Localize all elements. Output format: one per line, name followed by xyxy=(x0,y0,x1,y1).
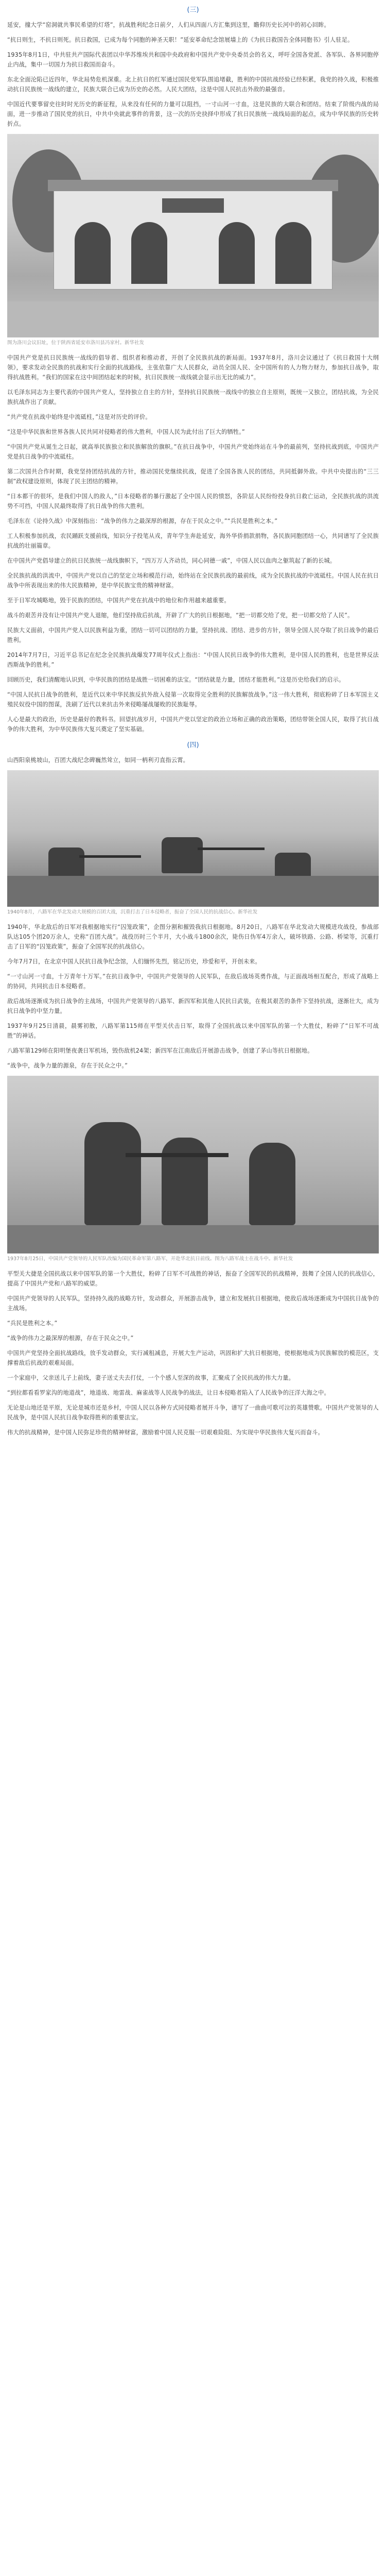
paragraph: 中国近代要事留史往时时光历史的新征程，从来没有任何的力量可以阻挡，一寸山河一寸血，这是民族的大联合和团结。结束了阶级内战的局面，进一步推动了国民党的抗日，中共中央就此事件的背景，这一次的历史抉择中形成了抗日民族统一战线局面的起点，成为中华民族的历史转折点。 xyxy=(7,101,379,127)
soldier-shape xyxy=(249,1143,295,1225)
battle-photo xyxy=(7,770,379,907)
arch-shape xyxy=(275,222,311,284)
paragraph: 伟大的抗战精神，是中国人民弥足珍贵的精神财富，激励着中国人民克服一切艰难险阻、为实现中华民族伟大复兴而奋斗。 xyxy=(7,1429,324,1436)
paragraph: 东北全面沦陷已近四年，华北局势危机深重。北上抗日的红军通过国民党军队围追堵截，胜利的中国抗战经验已经积累，我党的持久战，积极推动抗日民族统一战线的建立，民族大联合已成为历史的必然。人民大团结，这是中国人民抗击外敌的最强音。 xyxy=(7,76,379,93)
soldier-shape xyxy=(162,1138,208,1225)
photo-caption: 图为洛川会议旧址，位于陕西省延安市洛川县冯家村。新华社发 xyxy=(7,340,145,346)
paragraph: 一个家庭中，父亲送儿子上前线，妻子送丈夫去打仗，一个个感人至深的故事，汇聚成了全民抗战的伟大力量。 xyxy=(7,1375,294,1381)
soldier-shape xyxy=(162,837,203,873)
roof-shape xyxy=(48,180,338,191)
paragraph: 敌后战场逐渐成为抗日战争的主战场，中国共产党领导的八路军、新四军和其他人民抗日武装，在极其艰苦的条件下坚持抗战，逐渐壮大，成为抗日战争的中坚力量。 xyxy=(7,998,379,1014)
paragraph: 至于日军攻城略地，毁于民族的团结，中国共产党在抗战中的地位和作用越来越重要。 xyxy=(7,597,230,604)
soldiers-photo xyxy=(7,1076,379,1253)
paragraph: “战争的伟力之最深厚的根源，存在于民众之中。” xyxy=(7,1335,134,1342)
rifle-shape xyxy=(79,855,141,858)
soldier-shape xyxy=(84,1122,141,1225)
soldier-shape xyxy=(48,848,84,878)
arch-shape xyxy=(131,222,167,284)
paragraph: 战斗的艰苦并没有让中国共产党人退缩，他们坚持敌后抗战，开辟了广大的抗日根据地，“把一切都交给了党，把一切都交给了人民”。 xyxy=(7,612,354,619)
paragraph: 毛泽东在《论持久战》中深刻指出：“战争的伟力之最深厚的根源，存在于民众之中。”“兵民是胜利之本。” xyxy=(7,518,278,524)
paragraph: 山西阳泉桃坡山，百团大战纪念碑巍然耸立，如同一柄利刃直指云霄。 xyxy=(7,757,189,764)
section-title: (三) xyxy=(187,6,199,14)
paragraph: 人心是最大的政治，历史是最好的教科书。回望抗战岁月，中国共产党以坚定的政治立场和正确的政治策略，团结带领全国人民，取得了抗日战争的伟大胜利，为中华民族伟大复兴奠定了坚实基础。 xyxy=(7,716,379,733)
ground-shape xyxy=(7,301,379,337)
paragraph: 中国共产党坚持全面抗战路线，放手发动群众，实行减租减息，开展大生产运动，巩固和扩大抗日根据地，使根据地成为民族解放的模范区，支撑着敌后抗战的艰难局面。 xyxy=(7,1350,379,1366)
paragraph: “兵民是胜利之本。” xyxy=(7,1320,58,1327)
paragraph: “一寸山河一寸血，十万青年十万军。”在抗日战争中，中国共产党领导的人民军队，在敌后战场英勇作战，与正面战场相互配合，形成了战略上的协同，共同抗击日本侵略者。 xyxy=(7,973,379,990)
paragraph: 全民族抗战的洪流中，中国共产党以自己的坚定立场和模范行动，始终站在全民族抗战的最前线，成为全民族抗战的中流砥柱。中国人民在抗日战争中所表现出来的伟大民族精神，是中华民族宝贵的精神财富。 xyxy=(7,572,379,589)
paragraph: “中国人民抗日战争的胜利，是近代以来中华民族反抗外敌入侵第一次取得完全胜利的民族解放战争。”这一伟大胜利，彻底粉碎了日本军国主义殖民奴役中国的图谋，洗刷了近代以来抗击外来侵略屡战屡败的民族耻辱。 xyxy=(7,691,379,708)
paragraph: 今年7月7日，在北京中国人民抗日战争纪念馆，人们缅怀先烈，铭记历史，珍爱和平，开创未来。 xyxy=(7,958,261,965)
ground-shape xyxy=(7,876,379,907)
memorial-building-photo xyxy=(7,134,379,337)
paragraph: 八路军第129师在阳明堡夜袭日军机场，毁伤敌机24架；新四军在江南敌后开展游击战争，创建了茅山等抗日根据地。 xyxy=(7,1047,313,1054)
paragraph: “中国共产党从诞生之日起，就高举民族独立和民族解放的旗帜。”在抗日战争中，中国共产党始终站在斗争的最前列，坚持抗战到底，中国共产党是抗日战争的中流砥柱。 xyxy=(7,444,379,460)
rifle-shape xyxy=(198,848,265,850)
photo-caption: 1940年8月，八路军在华北发动大规模的百团大战，沉重打击了日本侵略者，振奋了全国人民的抗战信心。新华社发 xyxy=(7,909,258,915)
paragraph: 以毛泽东同志为主要代表的中国共产党人，坚持独立自主的方针，坚持抗日民族统一战线中的独立自主原则，既统一又独立，团结抗战，为全民族抗战作出了贡献。 xyxy=(7,389,379,405)
paragraph: “抗日则生，不抗日则死。抗日救国，已成为每个同胞的神圣天职！”延安革命纪念馆展墙上的《为抗日救国告全体同胞书》引人驻足。 xyxy=(7,37,354,43)
paragraph: 回顾历史，我们清醒地认识到，中华民族的团结是战胜一切困难的法宝。“团结就是力量，团结才能胜利。”这是历史给我们的启示。 xyxy=(7,676,345,683)
arch-shape xyxy=(219,222,255,284)
photo-caption: 1937年8月25日，中国共产党领导的人民军队改编为国民革命军第八路军，开赴华北抗日前线。图为八路军战士在战斗中。新华社发 xyxy=(7,1256,293,1262)
section-title: (四) xyxy=(187,741,199,749)
paragraph: 延安，撞大学“窑洞就共事民希望的灯塔”，抗战胜利纪念日前夕，人们从四面八方汇集到这里，瞻仰历史长河中的初心回眸。 xyxy=(7,22,330,28)
paragraph: 第二次国共合作时期，我党坚持团结抗战的方针，推动国民党继续抗战，促进了全国各族人民的团结，共同抵御外敌。中共中央提出的“三三制”政权建设原则，体现了民主团结的精神。 xyxy=(7,468,379,485)
paragraph: 1940年，华北敌后的日军对我根据地实行“囚笼政策”，企图分割和摧毁我抗日根据地。8月20日，八路军在华北发动大规模进攻战役，参战部队达105个团20万余人，史称“百团大战”。战役历时三个半月，大小战斗1800余次，毙伤日伪军4万余人，破坏铁路、公路、桥梁等，沉重打击了日军的“囚笼政策”，振奋了全国军民的抗战信心。 xyxy=(7,924,379,950)
machine-gun-shape xyxy=(126,1153,229,1157)
paragraph: “共产党在抗战中始终是中流砥柱，”这是对历史的评价。 xyxy=(7,414,151,420)
building-shape xyxy=(54,191,332,290)
paragraph: 工人积极参加抗战，农民踊跃支援前线，知识分子投笔从戎，青年学生奔赴延安，海外华侨捐款捐物，各民族同胞团结一心，共同谱写了全民族抗战的壮丽篇章。 xyxy=(7,533,379,549)
paragraph: 无论是山地还是平原，无论是城市还是乡村，中国人民以各种方式同侵略者展开斗争，谱写了一曲曲可歌可泣的英雄赞歌。中国共产党领导的人民战争，是中国人民抗日战争取得胜利的重要法宝。 xyxy=(7,1404,379,1421)
paragraph: 民族大义面前，中国共产党人以民族利益为重，团结一切可以团结的力量，坚持抗战、团结、进步的方针，领导全国人民夺取了抗日战争的最后胜利。 xyxy=(7,627,379,643)
paragraph: 1937年9月25日清晨，晨雾初散，八路军第115师在平型关伏击日军，取得了全国抗战以来中国军队的第一个大胜仗，粉碎了“日军不可战胜”的神话。 xyxy=(7,1023,379,1039)
paragraph: 1935年8月1日，中共驻共产国际代表团以中华苏维埃共和国中央政府和中国共产党中央委员会的名义，呼吁全国各党派、各军队、各界同胞停止内战，集中一切国力为抗日救国而奋斗。 xyxy=(7,52,379,68)
paragraph: 中国共产党是抗日民族统一战线的倡导者、组织者和推动者，开创了全民族抗战的新局面。1937年8月，洛川会议通过了《抗日救国十大纲领》，要求发动全民族的抗战和实行全面的抗战路线，主张依靠广大人民群众，动员全国人民、全中国所有的人力物力财力，参加抗日战争，取得抗战胜利。“我们的国家在这中间团结起来的时候，抗日民族统一战线就会显示出无比的威力”。 xyxy=(7,354,379,381)
paragraph: “日本都干的很坏，是我们中国人的敌人，”日本侵略者的暴行激起了全中国人民的愤怒，各阶层人民纷纷投身抗日救亡运动，全民族抗战的洪流势不可挡，中国人民最终取得了抗日战争的伟大胜利。 xyxy=(7,493,379,510)
paragraph: “这是中华民族和世界各族人民共同对侵略者的伟大胜利，中国人民为此付出了巨大的牺牲。” xyxy=(7,429,245,435)
paragraph: “到拉都看看罗家沟的地道战”，地道战、地雷战、麻雀战等人民战争的战法，让日本侵略者陷入了人民战争的汪洋大海之中。 xyxy=(7,1389,330,1396)
arch-shape xyxy=(75,222,111,284)
plaque-shape xyxy=(162,198,224,213)
paragraph: 在中国共产党倡导建立的抗日民族统一战线旗帜下，“四万万人齐动员，同心同德一戚”，中国人民以血肉之躯筑起了新的长城。 xyxy=(7,557,336,564)
paragraph: 中国共产党领导的人民军队，坚持持久战的战略方针，发动群众，开展游击战争，建立和发展抗日根据地，使敌后战场逐渐成为中国抗日战争的主战场。 xyxy=(7,1295,379,1312)
paragraph: 2014年7月7日，习近平总书记在纪念全民族抗战爆发77周年仪式上指出：“中国人民抗日战争的伟大胜利，是中国人民的胜利，也是世界反法西斯战争的胜利。” xyxy=(7,652,379,668)
paragraph: 平型关大捷是全国抗战以来中国军队的第一个大胜仗，粉碎了日军不可战胜的神话，振奋了全国军民的抗战精神，鼓舞了全国人民的抗战信心，提高了中国共产党和八路军的威望。 xyxy=(7,1270,379,1287)
ground-shape xyxy=(7,1225,379,1253)
paragraph: “战争中，战争力量的源泉，存在于民众之中。” xyxy=(7,1062,128,1069)
